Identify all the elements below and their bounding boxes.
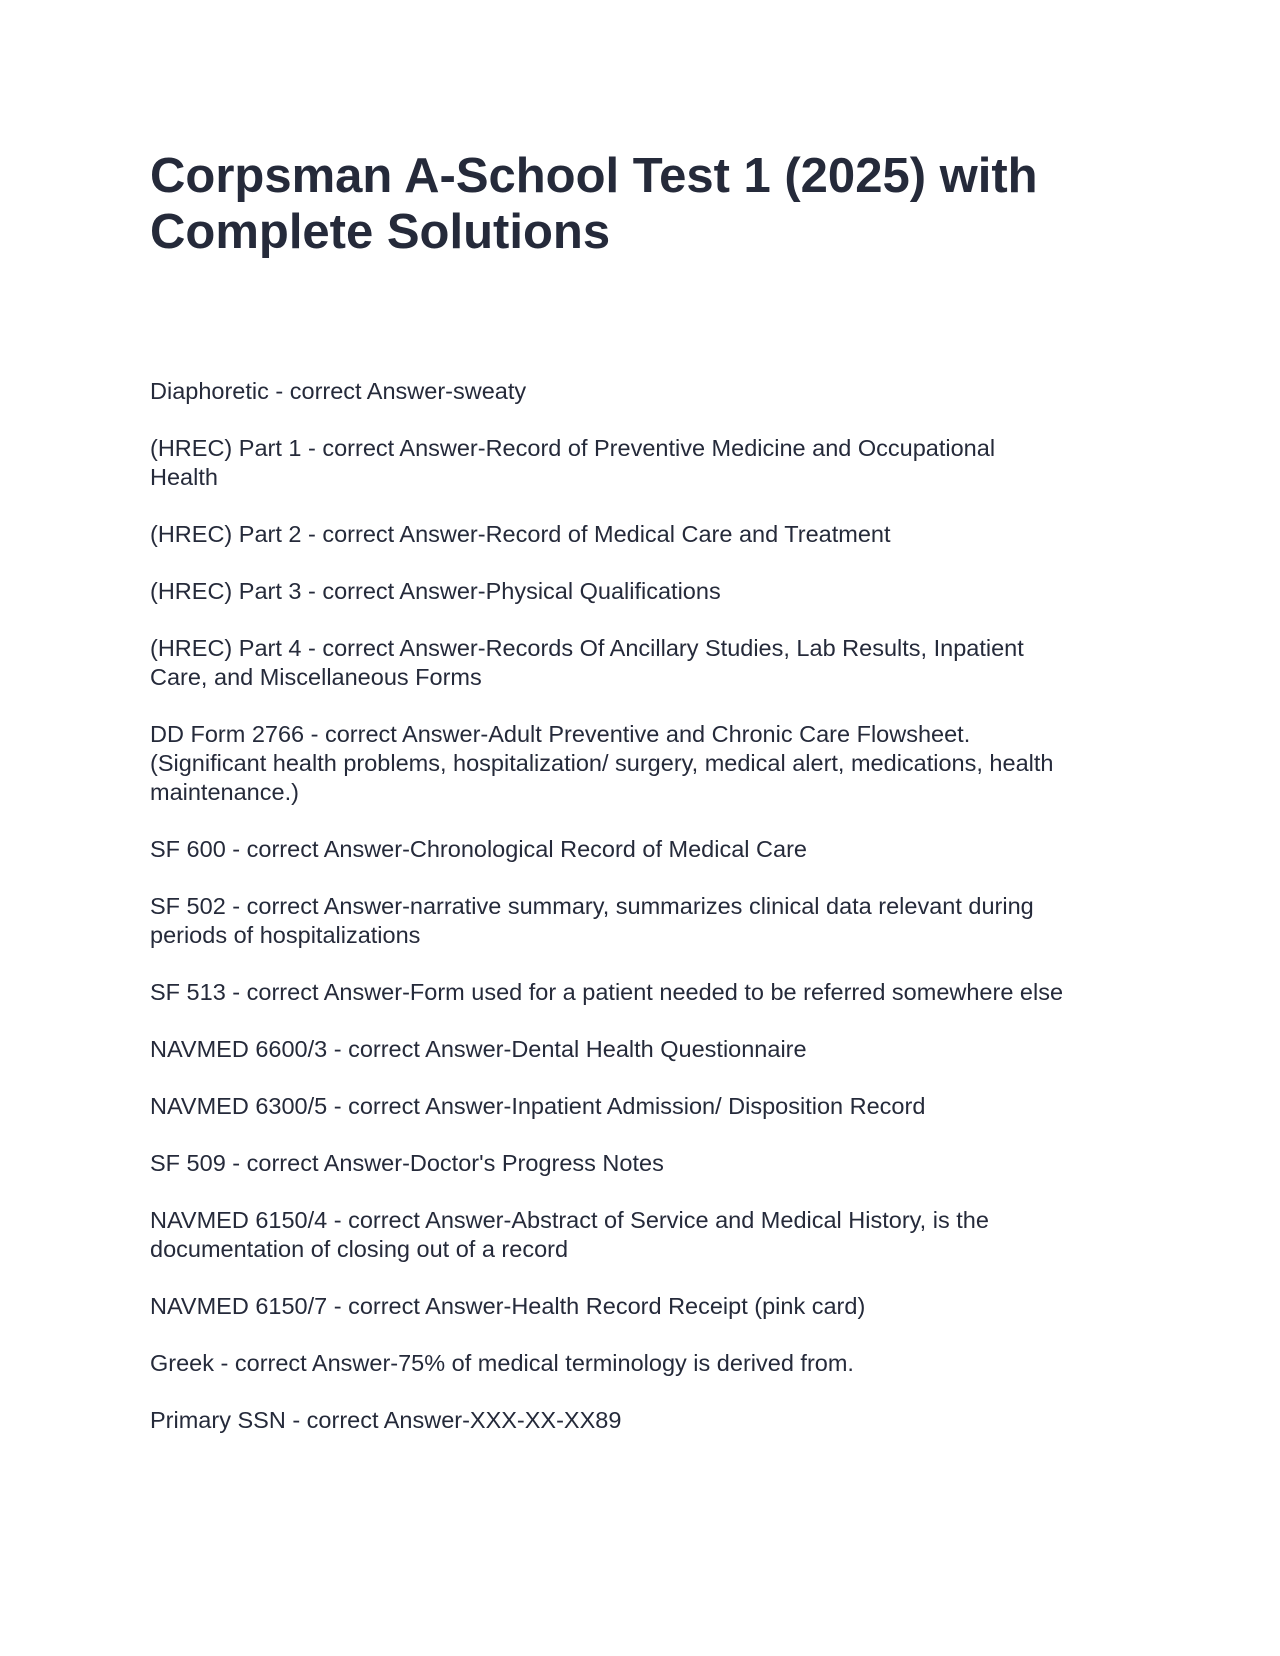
qa-entry: SF 513 - correct Answer-Form used for a patient needed to be referred somewhere else (150, 979, 1064, 1005)
qa-entry: DD Form 2766 - correct Answer-Adult Preventive and Chronic Care Flowsheet. (Significant health problems, hospitalization/ surgery, medical alert, medications, health maintenance.) (150, 721, 1054, 805)
qa-entry: NAVMED 6150/4 - correct Answer-Abstract of Service and Medical History, is the documentation of closing out of a record (150, 1207, 989, 1262)
qa-entry: Primary SSN - correct Answer-XXX-XX-XX89 (150, 1407, 622, 1433)
qa-entry: NAVMED 6600/3 - correct Answer-Dental Health Questionnaire (150, 1036, 807, 1062)
qa-entry: Diaphoretic - correct Answer-sweaty (150, 378, 527, 404)
qa-entry: (HREC) Part 2 - correct Answer-Record of Medical Care and Treatment (150, 521, 891, 547)
qa-entry: NAVMED 6300/5 - correct Answer-Inpatient Admission/ Disposition Record (150, 1093, 926, 1119)
qa-entry: (HREC) Part 3 - correct Answer-Physical Qualifications (150, 578, 721, 604)
qa-entry: (HREC) Part 4 - correct Answer-Records Of Ancillary Studies, Lab Results, Inpatient Care, and Miscellaneous Forms (150, 635, 1024, 690)
document-title: Corpsman A-School Test 1 (2025) with Complete Solutions (150, 149, 1038, 259)
qa-entry: SF 509 - correct Answer-Doctor's Progress Notes (150, 1150, 664, 1176)
qa-list (150, 377, 1150, 1463)
qa-entry: (HREC) Part 1 - correct Answer-Record of Preventive Medicine and Occupational Health (150, 435, 996, 490)
qa-entry: SF 600 - correct Answer-Chronological Record of Medical Care (150, 836, 807, 862)
qa-entry: SF 502 - correct Answer-narrative summary, summarizes clinical data relevant during periods of hospitalizations (150, 893, 1034, 948)
qa-entry: NAVMED 6150/7 - correct Answer-Health Record Receipt (pink card) (150, 1293, 866, 1319)
qa-entry: Greek - correct Answer-75% of medical terminology is derived from. (150, 1350, 854, 1376)
